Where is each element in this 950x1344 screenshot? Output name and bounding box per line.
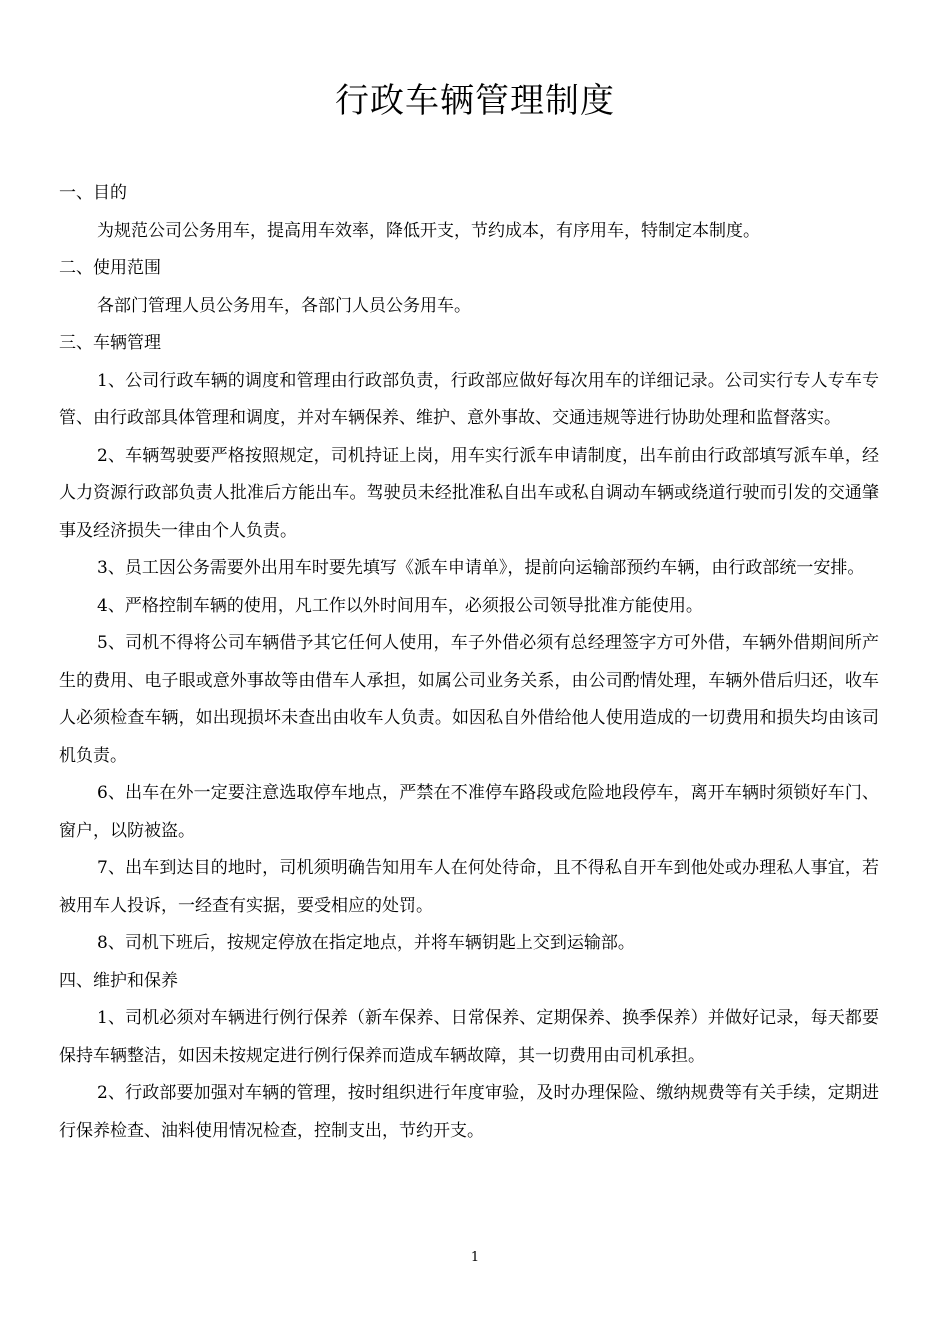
document-title: 行政车辆管理制度 [335,81,615,121]
paragraph: 2、行政部要加强对车辆的管理，按时组织进行年度审验，及时办理保险、缴纳规费等有关手续，定期进行保养检查、油料使用情况检查，控制支出，节约开支。 [59,1083,879,1141]
section-heading-vehicle-management: 三、车辆管理 [59,333,161,353]
paragraph: 为规范公司公务用车，提高用车效率，降低开支，节约成本，有序用车，特制定本制度。 [97,220,760,241]
paragraph: 3、员工因公务需要外出用车时要先填写《派车申请单》，提前向运输部预约车辆，由行政部统一安排。 [97,558,865,578]
paragraph: 各部门管理人员公务用车，各部门人员公务用车。 [97,295,471,316]
paragraph: 1、公司行政车辆的调度和管理由行政部负责，行政部应做好每次用车的详细记录。公司实行专人专车专管、由行政部具体管理和调度，并对车辆保养、维护、意外事故、交通违规等进行协助处理和监督落实。 [59,370,879,428]
document-body [59,175,879,1150]
paragraph: 4、严格控制车辆的使用，凡工作以外时间用车，必须报公司领导批准方能使用。 [97,595,703,616]
paragraph: 8、司机下班后，按规定停放在指定地点，并将车辆钥匙上交到运输部。 [97,933,635,953]
paragraph: 6、出车在外一定要注意选取停车地点，严禁在不准停车路段或危险地段停车，离开车辆时须锁好车门、窗户，以防被盗。 [59,783,879,841]
paragraph: 5、司机不得将公司车辆借予其它任何人使用，车子外借必须有总经理签字方可外借，车辆外借期间所产生的费用、电子眼或意外事故等由借车人承担，如属公司业务关系，由公司酌情处理，车辆外借后归还，收车人必须检查车辆，如出现损坏未查出由收车人负责。如因私自外借给他人使用造成的一切费用和损失均由该司机负责。 [59,633,879,766]
page-number: 1 [470,1250,480,1265]
paragraph: 2、车辆驾驶要严格按照规定，司机持证上岗，用车实行派车申请制度，出车前由行政部填写派车单，经人力资源行政部负责人批准后方能出车。驾驶员未经批准私自出车或私自调动车辆或绕道行驶而引发的交通肇事及经济损失一律由个人负责。 [59,445,879,541]
paragraph: 7、出车到达目的地时，司机须明确告知用车人在何处待命，且不得私自开车到他处或办理私人事宜，若被用车人投诉，一经查有实据，要受相应的处罚。 [59,858,879,916]
section-heading-purpose: 一、目的 [59,183,127,203]
section-heading-scope: 二、使用范围 [59,258,161,278]
paragraph: 1、司机必须对车辆进行例行保养（新车保养、日常保养、定期保养、换季保养）并做好记录，每天都要保持车辆整洁，如因未按规定进行例行保养而造成车辆故障，其一切费用由司机承担。 [59,1008,879,1066]
section-heading-maintenance: 四、维护和保养 [59,970,178,991]
